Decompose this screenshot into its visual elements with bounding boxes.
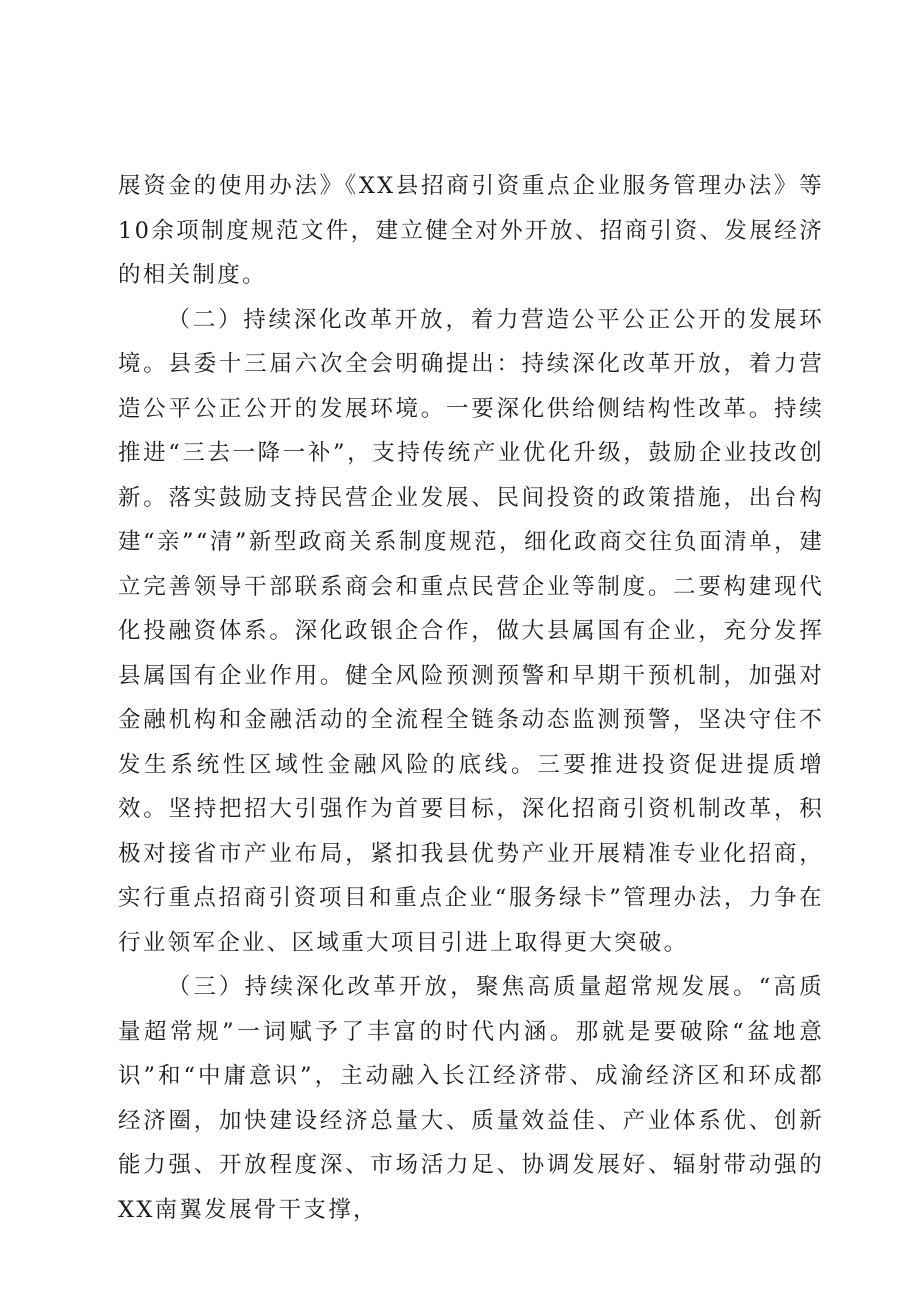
paragraph-section-3: （三）持续深化改革开放，聚焦高质量超常规发展。“高质量超常规”一词赋予了丰富的时代内涵。那就是要破除“盆地意识”和“中庸意识”，主动融入长江经济带、成渝经济区和环成都经济圈，加快建设经济总量大、质量效益佳、产业体系优、创新能力强、开放程度深、市场活力足、协调发展好、辐射带动强的XX南翼发展骨干支撑， bbox=[118, 974, 824, 1223]
document-body bbox=[118, 164, 824, 1232]
paragraph-continuation: 展资金的使用办法》《XX县招商引资重点企业服务管理办法》等10余项制度规范文件，建立健全对外开放、招商引资、发展经济的相关制度。 bbox=[118, 173, 824, 288]
paragraph-section-2: （二）持续深化改革开放，着力营造公平公正公开的发展环境。县委十三届六次全会明确提出：持续深化改革开放，着力营造公平公正公开的发展环境。一要深化供给侧结构性改革。持续推进“三去一降一补”，支持传统产业优化升级，鼓励企业技改创新。落实鼓励支持民营企业发展、民间投资的政策措施，出台构建“亲”“清”新型政商关系制度规范，细化政商交往负面清单，建立完善领导干部联系商会和重点民营企业等制度。二要构建现代化投融资体系。深化政银企合作，做大县属国有企业，充分发挥县属国有企业作用。健全风险预测预警和早期干预机制，加强对金融机构和金融活动的全流程全链条动态监测预警，坚决守住不发生系统性区域性金融风险的底线。三要推进投资促进提质增效。坚持把招大引强作为首要目标，深化招商引资机制改革，积极对接省市产业布局，紧扣我县优势产业开展精准专业化招商，实行重点招商引资项目和重点企业“服务绿卡”管理办法，力争在行业领军企业、区域重大项目引进上取得更大突破。 bbox=[118, 306, 824, 956]
